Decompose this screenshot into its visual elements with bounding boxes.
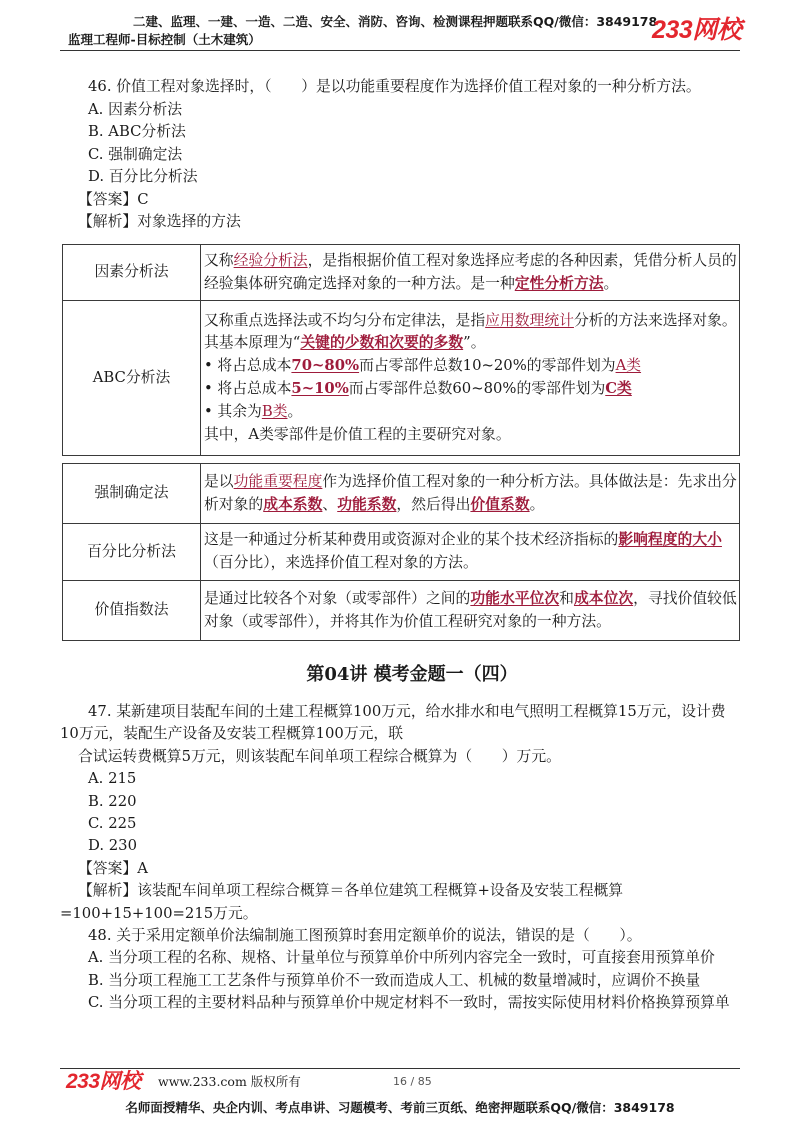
text-run: ，寻找价值较低对象（或零部件），并将其作为价值工程研究对象的一种方法。 <box>204 589 737 630</box>
option-d: D. 230 <box>88 837 137 855</box>
method-description <box>201 245 740 301</box>
footer-divider <box>60 1068 740 1069</box>
analysis-formula: =100+15+100=215万元。 <box>60 904 258 922</box>
text-run: 又称 <box>204 251 234 269</box>
highlight-term: 经验分析法 <box>233 251 308 269</box>
question-46 <box>60 76 740 234</box>
option-a: A. 当分项工程的名称、规格、计量单位与预算单价中所列内容完全一致时，可直接套用预算单价 <box>88 949 715 967</box>
option-c: C. 当分项工程的主要材料品种与预算单价中规定材料不一致时，需按实际使用材料价格换算预算单 <box>88 994 730 1012</box>
text-run: （百分比），来选择价值工程对象的方法。 <box>204 554 478 571</box>
option-a: A. 因素分析法 <box>88 100 183 118</box>
highlight-term: 5~10% <box>291 380 349 397</box>
brand-logo: 233网校 <box>652 16 742 44</box>
text-run: 是以 <box>204 472 234 490</box>
text-run: • 其余为 <box>204 402 262 420</box>
text-run: ，是指根据价值工程对象选择应考虑的各种因素，凭借分析人员的经验集体研究确定选择对象的一种方法。是一种 <box>204 251 737 292</box>
text-run: 。 <box>603 274 619 292</box>
description-paragraph <box>204 588 737 634</box>
option-b: B. 当分项工程施工工艺条件与预算单价不一致而造成人工、机械的数量增减时，应调价不换量 <box>88 971 701 989</box>
method-name: 因素分析法 <box>63 245 201 301</box>
highlight-term: 成本位次 <box>573 589 634 607</box>
method-table-2 <box>62 463 740 641</box>
text-run: 、 <box>322 495 338 513</box>
highlight-term: 关键的少数和次要的多数 <box>300 334 464 352</box>
table-row <box>63 464 740 524</box>
text-run: 又称重点选择法或不均匀分布定律法，是指 <box>204 311 486 329</box>
highlight-term: 功能系数 <box>337 495 397 513</box>
table-row <box>63 524 740 581</box>
text-run: 作为选择价值工程对象的一种分析方法。具体做法是：先求出分析对象的 <box>204 472 737 513</box>
question-47-48-block <box>60 701 740 1015</box>
text-run: ，然后得出 <box>396 495 471 513</box>
description-paragraph <box>204 250 737 296</box>
option-d: D. 百分比分析法 <box>88 168 198 185</box>
option-c: C. 225 <box>88 815 137 833</box>
option-b: B. 220 <box>88 792 137 810</box>
option-b: B. ABC分析法 <box>88 123 186 140</box>
text-run: 是通过比较各个对象（或零部件）之间的 <box>204 589 471 607</box>
highlight-term: 价值系数 <box>470 495 530 513</box>
option-a: A. 215 <box>88 770 137 788</box>
question-stem: 46. 价值工程对象选择时，（ ）是以功能重要程度作为选择价值工程对象的一种分析方法。 <box>88 78 701 95</box>
section-title: 第04讲 模考金题一（四） <box>306 664 518 685</box>
table-row <box>63 245 740 301</box>
bullet-item <box>204 378 737 401</box>
footer-copyright: www.233.com 版权所有 <box>158 1074 301 1089</box>
footer-logo: 233网校 <box>66 1070 141 1093</box>
table-row <box>63 581 740 641</box>
highlight-term: 成本系数 <box>263 495 323 513</box>
answer-line: 【答案】A <box>78 859 148 877</box>
footer-promo-text: 名师面授精华、央企内训、考点串讲、习题模考、考前三页纸、绝密押题联系QQ/微信：3849178 <box>125 1100 675 1115</box>
description-paragraph <box>204 471 737 517</box>
description-paragraph <box>204 529 737 575</box>
text-run: ”。 <box>463 334 486 352</box>
answer-line: 【答案】C <box>78 190 149 208</box>
highlight-term: 功能水平位次 <box>470 589 560 607</box>
method-name: 强制确定法 <box>63 464 201 524</box>
description-paragraph <box>204 310 737 356</box>
text-run: 分析的方法来选择对象。其基本原理为“ <box>204 311 737 352</box>
table-row <box>63 301 740 456</box>
method-description <box>201 581 740 641</box>
highlight-term: C类 <box>605 380 632 397</box>
highlight-term: 70~80% <box>291 357 360 375</box>
bullet-item <box>204 355 737 378</box>
bullet-item <box>204 401 737 424</box>
question-stem: 48. 关于采用定额单价法编制施工图预算时套用定额单价的说法，错误的是（ ）。 <box>88 927 642 945</box>
text-run: 这是一种通过分析某种费用或资源对企业的某个技术经济指标的 <box>204 531 619 549</box>
method-table-1 <box>62 244 740 456</box>
highlight-term: A类 <box>615 357 642 375</box>
highlight-term: 影响程度的大小 <box>618 531 722 549</box>
text-run: 。 <box>529 495 545 513</box>
page-number: 16 / 85 <box>393 1075 432 1088</box>
text-run: 而占零部件总数60~80%的零部件划为 <box>348 380 606 397</box>
text-run: 。 <box>287 402 303 420</box>
text-run: • 将占总成本 <box>204 357 292 375</box>
method-description <box>201 524 740 581</box>
header-promo-text: 二建、监理、一建、一造、二造、安全、消防、咨询、检测课程押题联系QQ/微信：3849178 <box>133 14 658 29</box>
method-description <box>201 301 740 456</box>
method-name: ABC分析法 <box>63 301 201 456</box>
method-name: 价值指数法 <box>63 581 201 641</box>
text-run: 和 <box>559 589 574 607</box>
question-stem: 47. 某新建项目装配车间的土建工程概算100万元，给水排水和电气照明工程概算15万元，设计费10万元，装配生产设备及安装工程概算100万元，联 <box>60 703 726 743</box>
text-run: 其中，A类零部件是价值工程的主要研究对象。 <box>204 425 511 443</box>
highlight-term: 功能重要程度 <box>233 472 323 490</box>
question-stem-continued: 合试运转费概算5万元，则该装配车间单项工程综合概算为（ ）万元。 <box>78 747 561 765</box>
text-run: 而占零部件总数10~20%的零部件划为 <box>359 357 616 375</box>
highlight-term: B类 <box>261 402 288 420</box>
option-c: C. 强制确定法 <box>88 145 183 163</box>
course-title: 监理工程师-目标控制（土木建筑） <box>68 32 261 47</box>
method-description <box>201 464 740 524</box>
text-run: • 将占总成本 <box>204 380 292 397</box>
description-paragraph <box>204 424 737 447</box>
analysis-line: 【解析】该装配车间单项工程综合概算＝各单位建筑工程概算+设备及安装工程概算 <box>78 882 624 900</box>
header-divider <box>60 50 740 51</box>
method-name: 百分比分析法 <box>63 524 201 581</box>
analysis-line: 【解析】对象选择的方法 <box>78 213 241 230</box>
highlight-term: 应用数理统计 <box>485 311 574 329</box>
highlight-term: 定性分析方法 <box>514 274 604 292</box>
